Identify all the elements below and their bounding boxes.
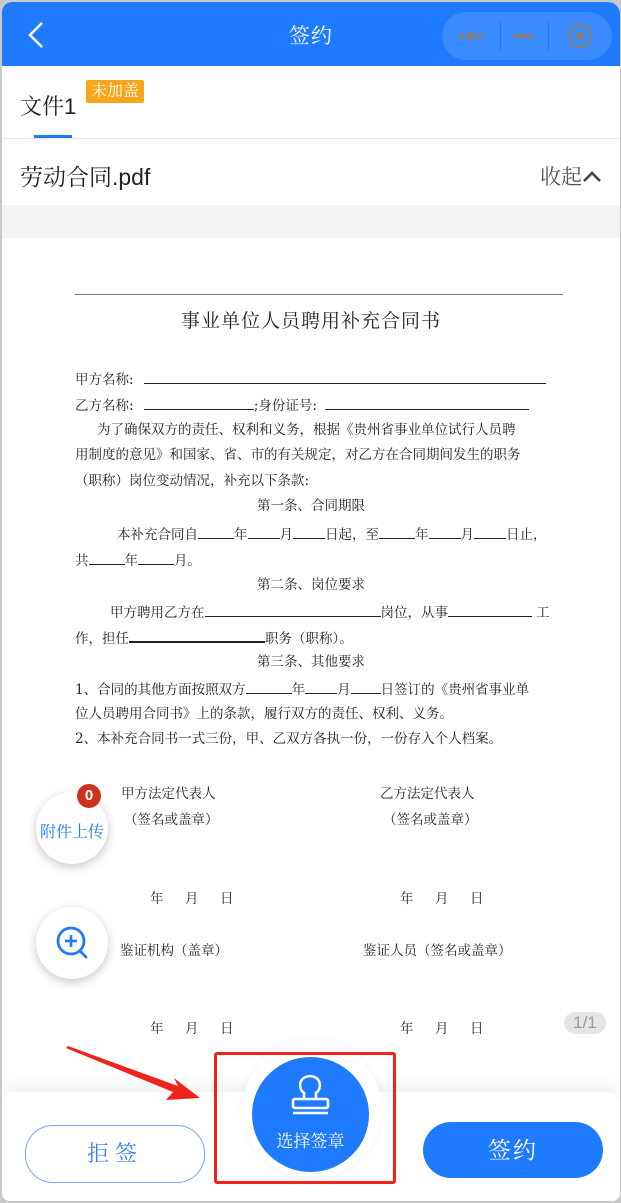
blank-field (305, 679, 337, 694)
collapse-button[interactable] (540, 161, 602, 191)
blank-field (293, 524, 325, 539)
reject-button[interactable]: 拒签 (25, 1125, 205, 1183)
clause-text: 工 (536, 605, 550, 621)
page-title: 签约 (289, 25, 333, 48)
party-b-label: 乙方名称: (75, 398, 134, 414)
blank-field (198, 524, 234, 539)
duty-line (75, 627, 353, 648)
clause-text: 共 (75, 553, 89, 569)
party-a-label: 甲方名称: (75, 372, 134, 388)
date-line: 年 月 日 (400, 1021, 488, 1037)
clause-text: 职务（职称）。 (265, 631, 353, 647)
blank-field (429, 524, 461, 539)
clause-text: 本补充合同自 (117, 527, 198, 543)
header-rule (75, 294, 563, 295)
minimize-button[interactable] (501, 12, 547, 60)
more-dots-icon (442, 12, 500, 60)
tab-file-1[interactable] (20, 90, 76, 121)
blank-field (89, 550, 125, 565)
party-a-rep: 甲方法定代表人 (121, 786, 216, 802)
file-header (2, 139, 620, 205)
term-total-line (75, 550, 201, 570)
blank-field (205, 602, 381, 617)
file-tabs (2, 66, 620, 139)
blank-field (144, 369, 546, 384)
app-frame (2, 2, 620, 1201)
blank-field (448, 602, 532, 617)
select-stamp-button[interactable] (252, 1057, 369, 1172)
clause-text: 日起，至 (325, 527, 379, 543)
clause-text: 月。 (174, 553, 201, 569)
clause-text: 月 (337, 682, 351, 698)
select-stamp-label: 选择签章 (276, 1132, 345, 1151)
clause-text: 年 (415, 527, 429, 543)
tab-label: 文件1 (20, 94, 77, 119)
intro-line: （职称）岗位变动情况，补充以下条款: (75, 473, 310, 489)
separator-band (2, 205, 620, 238)
blank-field (138, 550, 174, 565)
notary-person: 鉴证人员（签名或盖章） (363, 943, 512, 959)
date-line: 年 月 日 (150, 1021, 238, 1037)
blank-field (325, 395, 529, 410)
clause-text: 年 (291, 682, 306, 698)
clause-text: 岗位，从事 (380, 605, 448, 621)
date-line: 年 月 日 (150, 891, 238, 907)
attachment-count-badge: 0 (77, 784, 101, 808)
party-b-line (75, 395, 529, 415)
party-a-line (75, 369, 546, 389)
clause-text: 日签订的《贵州省事业单 (380, 682, 530, 698)
section-title: 第一条、合同期限 (257, 498, 365, 514)
other-item-line: 2、本补充合同书一式三份，甲、乙双方各执一份，一份存入个人档案。 (75, 731, 503, 747)
top-bar (2, 2, 620, 66)
other-item-line: 位人员聘用合同书》上的条款，履行双方的责任、权利、义务。 (75, 706, 453, 722)
clause-text: 日止， (506, 527, 547, 543)
other-item-line (75, 679, 529, 699)
sign-or-seal-b: （签名或盖章） (383, 812, 478, 828)
clause-text: 年 (124, 553, 138, 569)
intro-line: 用制度的意见》和国家、省、市的有关规定，对乙方在合同期间发生的职务 (75, 447, 521, 463)
minimize-icon (501, 12, 547, 60)
blank-field (246, 679, 292, 694)
close-program-button[interactable] (549, 12, 612, 60)
sign-button[interactable]: 签约 (423, 1122, 603, 1178)
notary-org: 鉴证机构（盖章） (120, 943, 228, 959)
party-b-rep: 乙方法定代表人 (380, 786, 475, 802)
target-circle-icon (549, 12, 612, 60)
zoom-in-button[interactable] (36, 907, 108, 979)
blank-field (129, 627, 265, 643)
date-line: 年 月 日 (400, 891, 488, 907)
file-name: 劳动合同.pdf (20, 164, 151, 190)
clause-text: 年 (234, 527, 248, 543)
clause-text: 月 (279, 527, 293, 543)
page-indicator: 1/1 (564, 1012, 606, 1034)
more-button[interactable] (442, 12, 500, 60)
clause-text: 甲方聘用乙方在 (110, 605, 205, 621)
blank-field (248, 524, 280, 539)
section-title: 第三条、其他要求 (257, 654, 365, 670)
stamp-icon (252, 1057, 369, 1127)
section-title: 第二条、岗位要求 (257, 577, 365, 593)
intro-line: 为了确保双方的责任、权利和义务，根据《贵州省事业单位试行人员聘 (97, 422, 516, 438)
mini-program-capsule (442, 12, 612, 60)
chevron-up-icon (582, 169, 602, 183)
blank-field (144, 395, 254, 410)
blank-field (351, 679, 381, 694)
blank-field (474, 524, 506, 539)
tab-active-indicator (34, 135, 72, 138)
blank-field (379, 524, 415, 539)
document-title: 事业单位人员聘用补充合同书 (180, 310, 441, 332)
term-line (117, 524, 547, 544)
status-badge: 未加盖 (86, 80, 144, 103)
zoom-in-icon (36, 907, 108, 979)
clause-text: 1、合同的其他方面按照双方 (75, 682, 246, 698)
id-label: ;身份证号: (253, 398, 317, 414)
clause-text: 作，担任 (75, 631, 129, 647)
attachment-upload-label: 附件上传 (39, 824, 104, 841)
collapse-label: 收起 (540, 166, 582, 189)
sign-or-seal-a: （签名或盖章） (124, 812, 219, 828)
clause-text: 月 (460, 527, 474, 543)
post-line (110, 602, 550, 622)
